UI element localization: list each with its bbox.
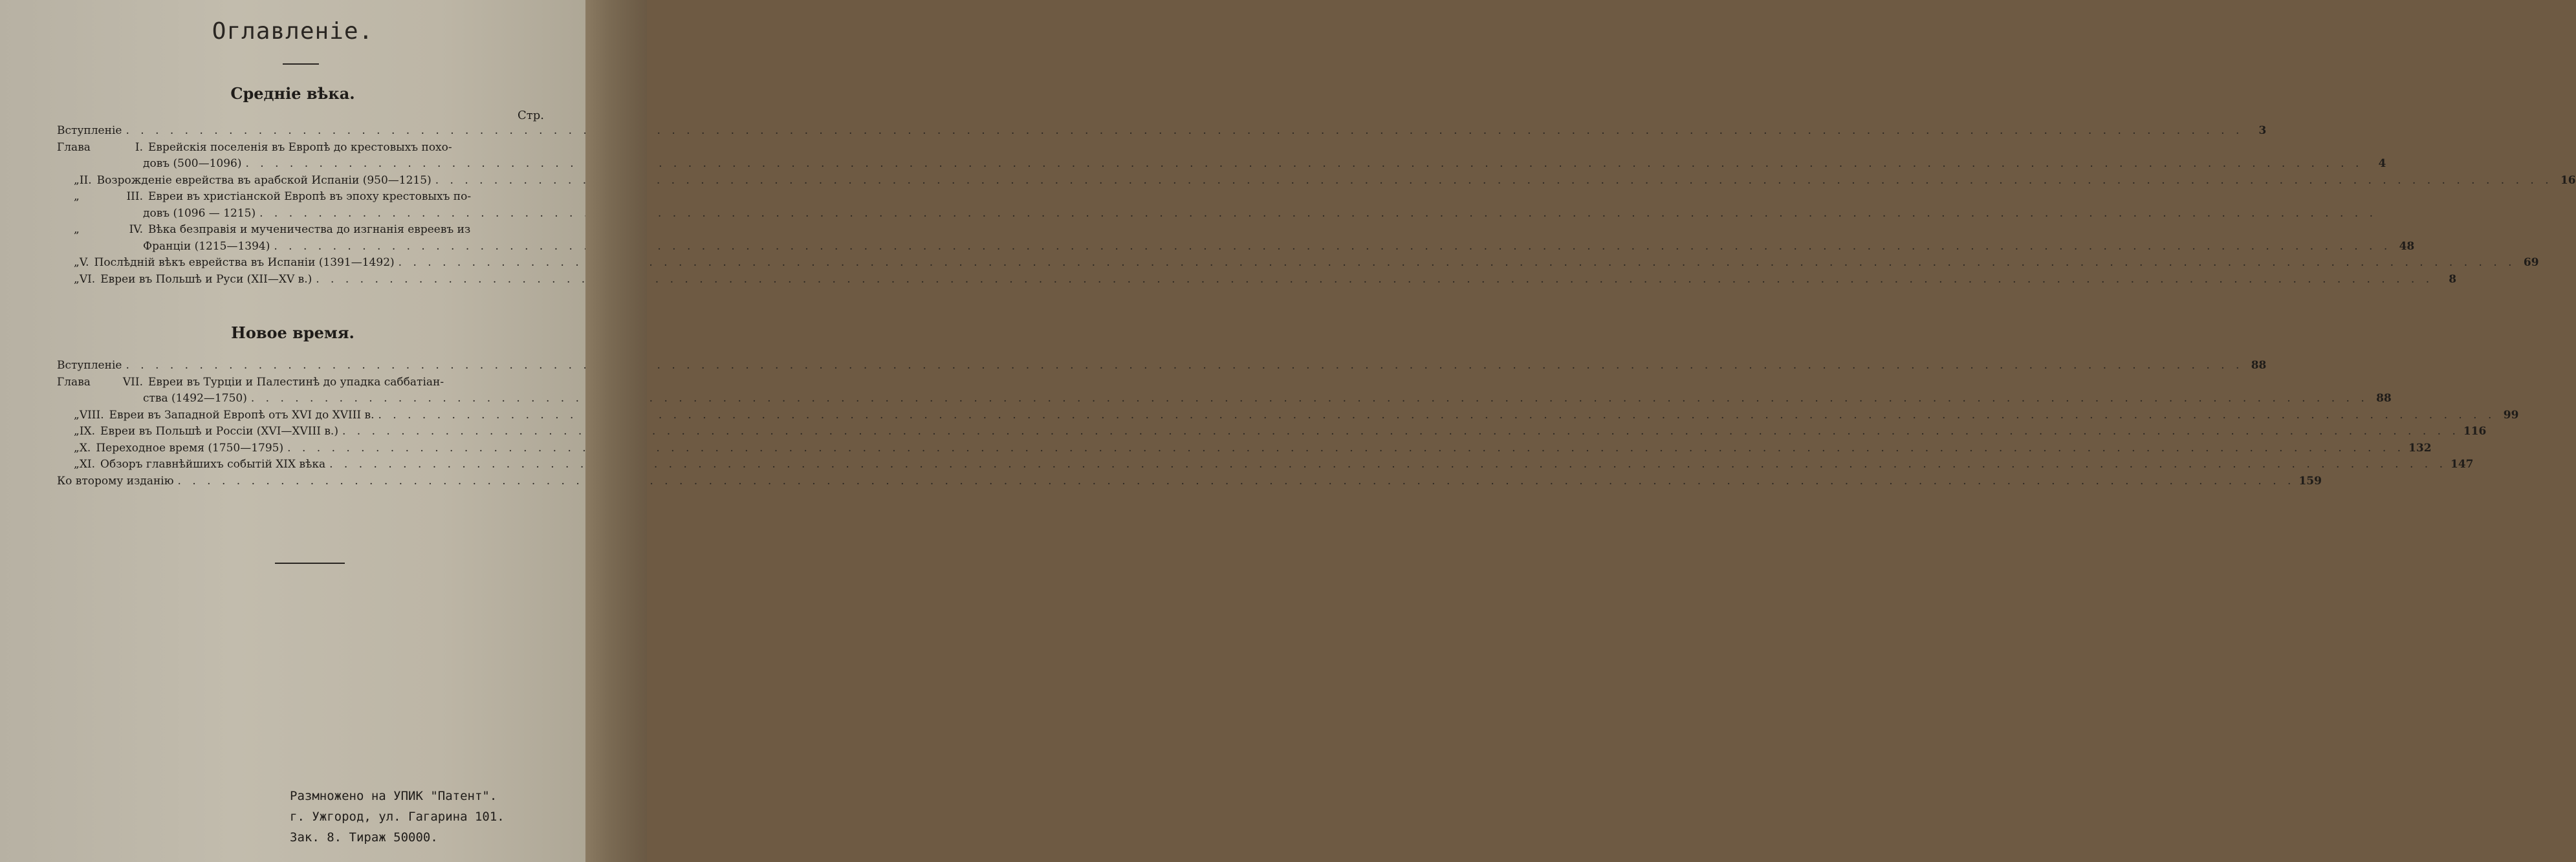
toc-entry xyxy=(57,140,555,156)
toc-page-number: 132 xyxy=(2408,441,2432,455)
toc-entry-title: Еврейскія поселенія въ Европѣ до крестовыхъ похо- xyxy=(148,140,452,154)
end-rule xyxy=(275,563,345,564)
toc-entry xyxy=(57,222,555,239)
toc-chapter-number: VII. xyxy=(122,375,143,389)
toc-chapter-number: III. xyxy=(126,190,143,203)
toc-page-number: 88 xyxy=(2376,392,2392,405)
toc-entry-title: Евреи въ христіанской Европѣ въ эпоху крестовыхъ по- xyxy=(148,190,472,203)
toc-page-number: 159 xyxy=(2298,474,2322,488)
toc-entry-title: Возрожденіе еврейства въ арабской Испаніи (950—1215) xyxy=(96,173,431,187)
toc-chapter-number: V. xyxy=(79,256,89,269)
toc-page-number: 99 xyxy=(2503,408,2519,422)
toc-entry xyxy=(57,206,555,222)
dot-leader xyxy=(122,123,2247,140)
toc-entry-prefix: „ xyxy=(74,272,80,286)
toc-page-number: 8 xyxy=(2449,272,2457,286)
toc-modern-times xyxy=(57,358,2519,490)
toc-entry xyxy=(57,156,2386,173)
toc-entry xyxy=(57,457,2474,473)
toc-chapter-number: XI. xyxy=(79,458,96,471)
toc-entry xyxy=(57,255,2539,272)
toc-entry xyxy=(57,374,555,391)
toc-entry-prefix: „ xyxy=(74,425,80,438)
dot-leader xyxy=(395,255,2520,272)
toc-entry-title: Обзоръ главнѣйшихъ событій XIX вѣка xyxy=(100,458,326,471)
toc-page-number: 88 xyxy=(2251,359,2267,372)
dot-leader xyxy=(338,424,2463,440)
toc-entry xyxy=(57,239,2415,255)
toc-entry-prefix: „ xyxy=(74,408,80,422)
toc-entry-prefix: Глава xyxy=(57,140,91,154)
toc-entry xyxy=(57,424,2487,440)
toc-entry-title: Переходное время (1750—1795) xyxy=(96,441,284,455)
toc-middle-ages xyxy=(57,123,2576,288)
toc-entry-title: Евреи въ Турціи и Палестинѣ до упадка саббатіан- xyxy=(148,375,444,389)
toc-chapter-number: IV. xyxy=(129,223,143,236)
dot-leader xyxy=(247,391,2372,407)
toc-entry-prefix: „ xyxy=(74,256,80,269)
toc-entry-title: довъ (500—1096) xyxy=(143,157,242,170)
imprint-line: Зак. 8. Тираж 50000. xyxy=(290,830,438,845)
toc-chapter-number: VIII. xyxy=(79,408,104,422)
toc-entry-title: Вступленіе xyxy=(57,124,122,137)
toc-chapter-number: VI. xyxy=(79,272,96,286)
page-title: Оглавленіе. xyxy=(212,18,374,45)
toc-page-number: 3 xyxy=(2258,124,2267,137)
toc-page-number: 48 xyxy=(2399,239,2415,253)
toc-entry-title: Франціи (1215—1394) xyxy=(143,239,270,253)
section-heading-middle-ages: Средніе вѣка. xyxy=(230,84,355,103)
toc-entry-prefix: „ xyxy=(74,190,80,203)
toc-entry-title: ства (1492—1750) xyxy=(143,392,247,405)
dot-leader xyxy=(241,156,2366,173)
toc-chapter-number: X. xyxy=(79,441,91,455)
toc-chapter-number: II. xyxy=(79,173,92,187)
toc-entry xyxy=(57,189,555,206)
toc-page-number: 116 xyxy=(2463,425,2487,438)
toc-entry-prefix: „ xyxy=(74,173,80,187)
toc-page-number: 16 xyxy=(2560,173,2576,187)
dot-leader xyxy=(174,473,2299,490)
toc-entry-title: Евреи въ Польшѣ и Россіи (XVI—XVIII в.) xyxy=(100,425,338,438)
title-rule xyxy=(283,63,319,65)
toc-entry xyxy=(57,272,2457,288)
toc-page-number: 147 xyxy=(2450,458,2474,471)
book-edge xyxy=(585,0,647,862)
toc-page-number: 69 xyxy=(2523,256,2539,269)
toc-entry-prefix: „ xyxy=(74,458,80,471)
toc-entry-title: довъ (1096 — 1215) xyxy=(143,206,256,220)
page-column-label: Стр. xyxy=(518,109,544,122)
toc-entry-title: Евреи въ Западной Европѣ отъ XVI до XVIII в. xyxy=(109,408,375,422)
toc-chapter-number: I. xyxy=(135,140,143,154)
toc-entry xyxy=(57,391,2392,407)
imprint-line: г. Ужгород, ул. Гагарина 101. xyxy=(290,810,505,824)
dot-leader xyxy=(122,358,2247,374)
toc-page-number: 4 xyxy=(2378,157,2386,170)
toc-entry-prefix: Глава xyxy=(57,375,91,389)
toc-entry xyxy=(57,173,2576,189)
toc-entry-title: Евреи въ Польшѣ и Руси (XII—XV в.) xyxy=(100,272,312,286)
toc-entry-title: Ко второму изданію xyxy=(57,474,174,488)
toc-chapter-number: IX. xyxy=(79,425,96,438)
section-heading-modern-times: Новое время. xyxy=(231,323,355,342)
toc-entry-title: Вступленіе xyxy=(57,359,122,372)
dot-leader xyxy=(256,206,2381,222)
dot-leader xyxy=(431,173,2557,189)
toc-entry xyxy=(57,358,2267,374)
toc-entry-title: Послѣдній вѣкъ еврейства въ Испаніи (1391—1492) xyxy=(94,256,395,269)
toc-entry xyxy=(57,123,2267,140)
toc-entry-prefix: „ xyxy=(74,441,80,455)
toc-entry xyxy=(57,440,2432,457)
toc-entry xyxy=(57,473,2322,490)
imprint xyxy=(290,786,505,848)
toc-entry-prefix: „ xyxy=(74,223,80,236)
toc-entry xyxy=(57,407,2519,424)
toc-entry-title: Вѣка безправія и мученичества до изгнанія евреевъ из xyxy=(148,223,471,236)
imprint-line: Размножено на УПИК "Патент". xyxy=(290,789,497,803)
dot-leader xyxy=(375,407,2500,424)
